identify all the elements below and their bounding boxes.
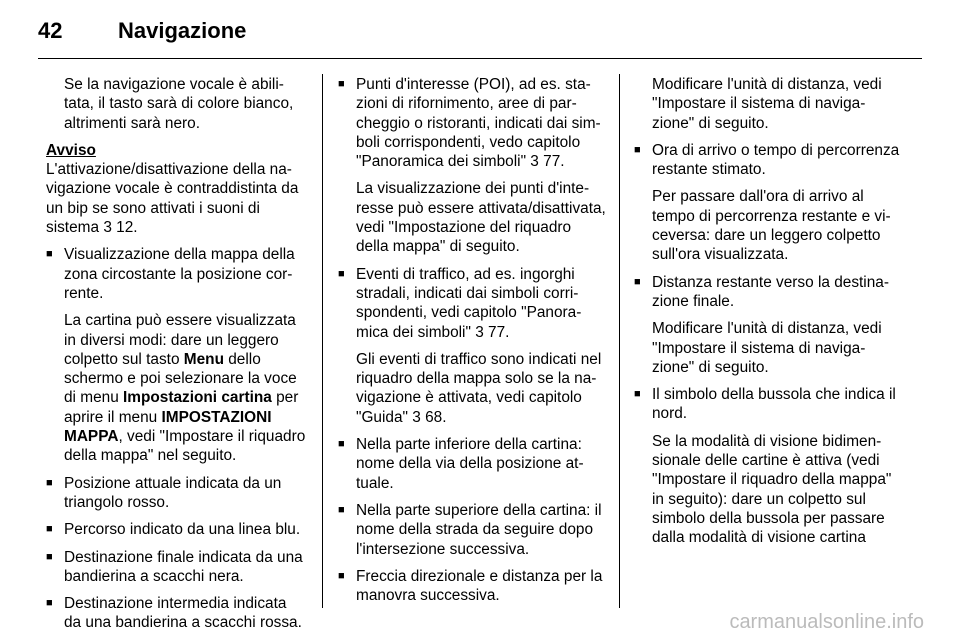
- paragraph: Gli eventi di traffico sono indicati nel riquadro della mappa solo se la navigazione è attivata, vedi capitolo "Guida" 3 68.: [356, 350, 602, 426]
- paragraph: Se la navigazione vocale è abilitata, il tasto sarà di colore bianco, altrimenti sarà nero.: [64, 76, 294, 132]
- page-number: 42: [38, 18, 63, 43]
- page-header: [38, 18, 922, 58]
- paragraph: La visualizzazione dei punti d'interesse può essere attivata/disattivata, vedi "Impostazione del riquadro della mappa" di seguito.: [356, 180, 606, 256]
- paragraph: Per passare dall'ora di arrivo al tempo di percorrenza restante e viceversa: dare un leggero colpetto sull'ora visualizzata.: [652, 188, 891, 264]
- menu-item-label: Impostazioni cartina: [123, 389, 272, 407]
- paragraph: La cartina può essere visualizzata in diversi modi: dare un leggero colpetto sul tasto Menu dello schermo e poi selezionare la voce di menu Impostazioni cartina per aprire il menu IMPOSTAZIONI MAPPA, vedi "Impostare il riquadro della mappa" nel seguito.: [64, 312, 306, 465]
- list-item: ■ Percorso indicato da una linea blu.: [46, 520, 306, 539]
- list-item: ■ Destinazione finale indicata da una bandierina a scacchi nera.: [46, 548, 306, 587]
- watermark: carmanualsonline.info: [729, 611, 924, 633]
- list-item: ■ Destinazione intermedia indicata da una bandierina a scacchi rossa.: [46, 594, 306, 633]
- list-item: ■ Nella parte inferiore della cartina: nome della via della posizione attuale.: [338, 435, 606, 493]
- paragraph: Modificare l'unità di distanza, vedi "Impostare il sistema di navigazione" di seguito.: [652, 76, 882, 132]
- column-divider: [322, 74, 323, 608]
- note-text: L'attivazione/disattivazione della navigazione vocale è contraddistinta da un bip se sono attivati i suoni di sistema 3 12.: [46, 161, 299, 237]
- note-title: Avviso: [46, 141, 96, 159]
- list-item: ■ Punti d'interesse (POI), ad es. stazioni di rifornimento, aree di parcheggio o ristoranti, indicati dai simboli corrispondenti, vedo capitolo "Panoramica dei simboli" 3 77.: [338, 75, 606, 171]
- menu-key-label: Menu: [183, 350, 224, 368]
- paragraph: Modificare l'unità di distanza, vedi "Impostare il sistema di navigazione" di seguito.: [652, 320, 882, 376]
- menu-name-label: IMPOSTAZIONI MAPPA: [64, 408, 272, 446]
- list-item: ■ Posizione attuale indicata da un triangolo rosso.: [46, 474, 306, 513]
- column-3: [634, 75, 902, 556]
- list-item: ■ Eventi di traffico, ad es. ingorghi stradali, indicati dai simboli corrispondenti, vedi capitolo "Panoramica dei simboli" 3 77.: [338, 265, 606, 342]
- column-1: [46, 75, 306, 641]
- list-item: ■ Freccia direzionale e distanza per la manovra successiva.: [338, 567, 606, 606]
- header-rule: [38, 58, 922, 59]
- list-item: ■ Visualizzazione della mappa della zona circostante la posizione corrente.: [46, 245, 306, 303]
- column-2: [338, 75, 606, 613]
- list-item: ■ Distanza restante verso la destinazione finale.: [634, 273, 902, 312]
- column-divider: [619, 74, 620, 608]
- list-item: ■ Il simbolo della bussola che indica il nord.: [634, 385, 902, 424]
- list-item: ■ Nella parte superiore della cartina: il nome della strada da seguire dopo l'intersezione successiva.: [338, 501, 606, 559]
- page-reference: 3 12.: [103, 219, 138, 237]
- page-title: Navigazione: [118, 18, 247, 43]
- paragraph: Se la modalità di visione bidimensionale delle cartine è attiva (vedi "Impostare il riquadro della mappa" in seguito): dare un colpetto sul simbolo della bussola per passare dalla modalità di visione cartina: [652, 432, 892, 547]
- list-item: ■ Ora di arrivo o tempo di percorrenza restante stimato.: [634, 141, 902, 180]
